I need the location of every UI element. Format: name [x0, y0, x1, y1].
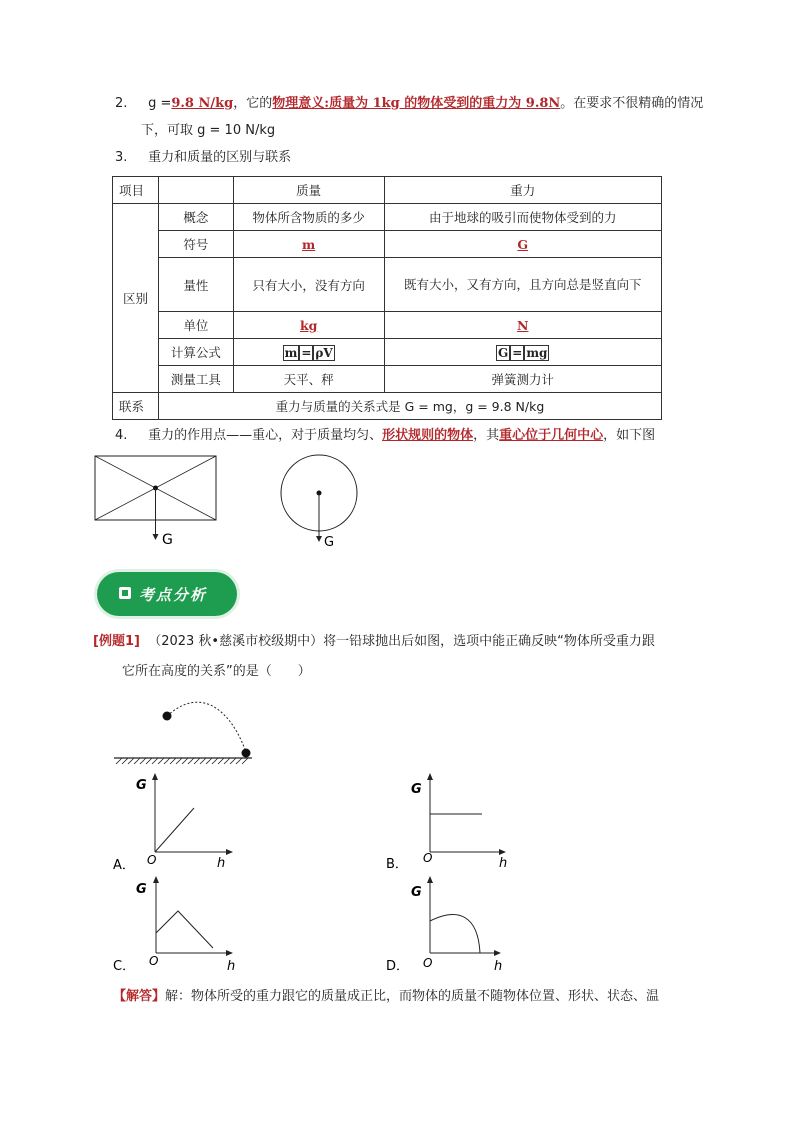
mass-cell: 物体所含物质的多少 — [233, 204, 384, 231]
row-label: 概念 — [158, 204, 233, 231]
mass-cell: 只有大小，没有方向 — [233, 258, 384, 312]
svg-text:G: G — [136, 882, 147, 897]
table-row — [113, 366, 662, 393]
g-value: 9.8 N/kg — [171, 96, 234, 111]
mass-cell: kg — [233, 312, 384, 339]
item-4-line: 4. 重力的作用点——重心，对于质量均匀、形状规则的物体，其重心位于几何中心，如下图 — [115, 428, 656, 443]
table-row — [113, 231, 662, 258]
link-text: 重力与质量的关系式是 G = mg，g = 9.8 N/kg — [158, 393, 661, 420]
answer-line: 【解答】解：物体所受的重力跟它的质量成正比，而物体的质量不随物体位置、形状、状态、温 — [113, 989, 660, 1004]
comparison-table — [112, 176, 662, 420]
gravity-label-2: G — [324, 535, 335, 550]
row-label: 计算公式 — [158, 339, 233, 366]
example-line-2: 它所在高度的关系”的是（ ） — [122, 664, 311, 679]
option-a-label: A． — [113, 858, 135, 873]
table-row — [113, 258, 662, 312]
regular-shape-text: 形状规则的物体 — [382, 428, 474, 443]
shot-put-figure — [110, 698, 260, 770]
item-2-line-2: 下，可取 g = 10 N/kg — [141, 123, 276, 138]
svg-text:O: O — [423, 851, 433, 865]
option-c-label: C． — [113, 959, 136, 974]
rectangle-figure — [95, 456, 216, 548]
meaning-text: 质量为 1kg 的物体受到的重力为 9.8N — [329, 96, 561, 111]
svg-text:G: G — [411, 782, 422, 797]
svg-text:h: h — [499, 856, 508, 871]
exam-analysis-badge: 考点分析 — [97, 572, 237, 616]
option-c-graph — [110, 873, 240, 978]
weight-cell: 弹簧测力计 — [384, 366, 661, 393]
option-a-graph — [110, 770, 240, 875]
meaning-label: 物理意义: — [272, 96, 330, 111]
mass-cell: m — [233, 231, 384, 258]
weight-cell: 既有大小，又有方向，且方向总是竖直向下 — [384, 258, 661, 312]
svg-text:G: G — [411, 885, 422, 900]
circle-figure — [281, 455, 357, 550]
svg-text:h: h — [217, 856, 226, 871]
header-mass: 质量 — [233, 177, 384, 204]
table-row — [113, 312, 662, 339]
gravity-label-1: G — [162, 532, 173, 548]
row-label: 单位 — [158, 312, 233, 339]
table-row — [113, 204, 662, 231]
table-header-row — [113, 177, 662, 204]
row-label: 测量工具 — [158, 366, 233, 393]
svg-text:h: h — [227, 959, 236, 974]
option-d-label: D． — [386, 959, 410, 974]
item-2-line-1: 2. g =9.8 N/kg，它的物理意义:质量为 1kg 的物体受到的重力为 9.8N。在要求不很精确的情况 — [115, 96, 704, 111]
document-icon — [119, 587, 131, 599]
row-label: 量性 — [158, 258, 233, 312]
header-item: 项目 — [113, 177, 159, 204]
center-of-gravity-figures — [90, 450, 380, 555]
row-label: 符号 — [158, 231, 233, 258]
svg-text:O: O — [149, 954, 159, 968]
mass-cell: 天平、秤 — [233, 366, 384, 393]
weight-formula-cell: G = mg — [384, 339, 661, 366]
mass-formula-cell: m = ρV — [233, 339, 384, 366]
table-link-row — [113, 393, 662, 420]
svg-text:h: h — [494, 959, 503, 974]
link-label: 联系 — [113, 393, 159, 420]
weight-cell: 由于地球的吸引而使物体受到的力 — [384, 204, 661, 231]
geometric-center-text: 重心位于几何中心 — [499, 428, 604, 443]
item-3-heading: 3. 重力和质量的区别与联系 — [115, 150, 292, 165]
header-empty — [158, 177, 233, 204]
svg-text:O: O — [147, 853, 157, 867]
svg-text:O: O — [423, 956, 433, 970]
example-line-1: [例题1] （2023 秋•慈溪市校级期中）将一铅球抛出后如图，选项中能正确反映“物体所受重力跟 — [93, 634, 655, 649]
svg-text:G: G — [136, 778, 147, 793]
group-label-difference: 区别 — [113, 204, 159, 393]
answer-tag: 【解答】 — [113, 989, 166, 1004]
option-b-label: B． — [386, 857, 408, 872]
table-row — [113, 339, 662, 366]
weight-cell: N — [384, 312, 661, 339]
weight-cell: G — [384, 231, 661, 258]
option-b-graph — [383, 770, 513, 875]
example-tag: [例题1] — [93, 634, 140, 649]
header-weight: 重力 — [384, 177, 661, 204]
option-d-graph — [383, 873, 513, 978]
